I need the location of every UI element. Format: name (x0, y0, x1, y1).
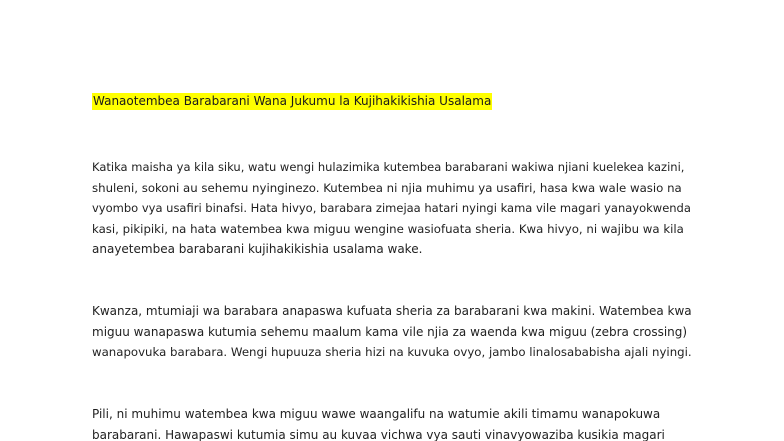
document-title: Wanaotembea Barabarani Wana Jukumu la Kujihakikishia Usalama (93, 94, 492, 108)
paragraph-3 (92, 404, 692, 441)
paragraph-2 (92, 301, 692, 363)
paragraph-1 (92, 157, 692, 260)
paragraph-line: Pili, ni muhimu watembea kwa miguu wawe waangalifu na watumie akili timamu wanapokuwa (92, 407, 661, 421)
paragraph-line: Kwanza, mtumiaji wa barabara anapaswa kufuata sheria za barabarani kwa makini. Watembea kwa (92, 304, 692, 318)
paragraph-line: Katika maisha ya kila siku, watu wengi hulazimika kutembea barabarani wakiwa njiani kuelekea kazini, (92, 160, 685, 174)
paragraph-line: barabarani. Hawapaswi kutumia simu au kuvaa vichwa vya sauti vinavyowaziba kusikia magari (92, 427, 665, 441)
paragraph-line: miguu wanapaswa kutumia sehemu maalum kama vile njia za waenda kwa miguu (zebra crossing) (92, 324, 688, 339)
paragraph-line: wanapovuka barabara. Wengi hupuuza sheria hizi na kuvuka ovyo, jambo linalosababisha ajali nyingi. (92, 345, 692, 359)
paragraph-line: vyombo vya usafiri binafsi. Hata hivyo, barabara zimejaa hatari nyingi kama vile magari yanayokwenda (92, 201, 691, 215)
paragraph-line: shuleni, sokoni au sehemu nyinginezo. Kutembea ni njia muhimu ya usafiri, hasa kwa wale wasio na (92, 180, 682, 195)
paragraph-line: kasi, pikipiki, na hata watembea kwa miguu wengine wasiofuata sheria. Kwa hivyo, ni wajibu wa kila (92, 221, 684, 236)
paragraph-line: anayetembea barabarani kujihakikishia usalama wake. (92, 242, 423, 256)
